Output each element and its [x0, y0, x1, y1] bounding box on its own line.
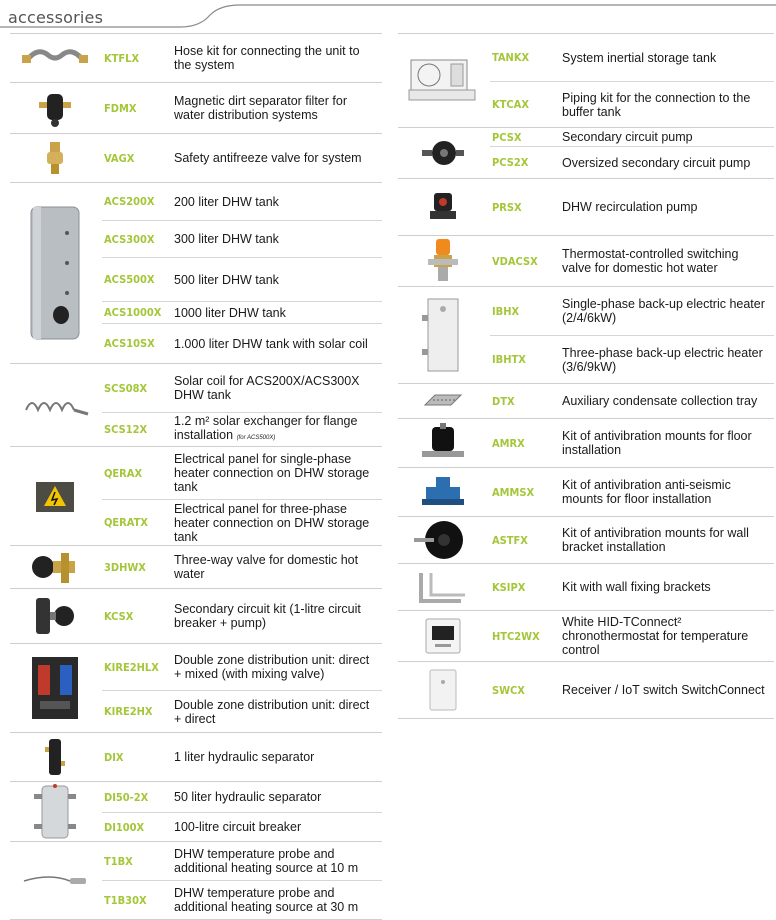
- accessory-description-text: Electrical panel for single-phase heater connection on DHW storage tank: [174, 452, 370, 494]
- chronothermostat-icon: [398, 611, 488, 661]
- accessory-description: [562, 615, 774, 657]
- accessory-row: [490, 611, 774, 661]
- accessory-description-text: Magnetic dirt separator filter for water distribution systems: [174, 94, 347, 122]
- accessory-group: [10, 588, 382, 643]
- dirt-separator-icon: [10, 83, 100, 133]
- temperature-probe-icon: [10, 842, 100, 919]
- thermostatic-valve-icon: [398, 236, 488, 286]
- accessory-description-text: 200 liter DHW tank: [174, 194, 279, 209]
- accessory-description-text: DHW recirculation pump: [562, 200, 698, 214]
- accessory-row: [102, 257, 382, 301]
- accessory-code: IBHTX: [492, 353, 526, 366]
- accessory-description: [562, 580, 774, 594]
- accessory-code: KTCAX: [492, 98, 529, 111]
- accessory-description: [562, 91, 774, 119]
- accessory-group: [398, 516, 774, 563]
- accessory-group: [398, 383, 774, 418]
- hydraulic-separator-icon: [10, 733, 100, 781]
- accessory-row: [102, 34, 382, 82]
- accessory-code: SCS08X: [104, 381, 148, 395]
- accessory-description: [562, 683, 774, 697]
- dhw-tank-icon: [10, 183, 100, 363]
- accessory-group: [10, 182, 382, 363]
- accessory-group: [398, 178, 774, 235]
- accessory-code: IBHX: [492, 304, 520, 318]
- accessory-code: DI50-2X: [104, 790, 149, 804]
- accessory-description: [174, 374, 382, 402]
- accessory-code: KSIPX: [492, 580, 526, 594]
- accessory-description-text: Electrical panel for three-phase heater connection on DHW storage tank: [174, 501, 370, 544]
- accessory-code: AMMSX: [492, 485, 535, 499]
- accessory-description-text: 1.000 liter DHW tank with solar coil: [174, 336, 368, 351]
- accessory-description-text: DHW temperature probe and additional heating source at 10 m: [174, 847, 359, 875]
- accessory-description-text: Safety antifreeze valve for system: [174, 151, 362, 165]
- accessory-group: [10, 643, 382, 732]
- separator-tank-icon: [10, 782, 100, 841]
- accessory-group: [10, 545, 382, 588]
- accessory-description-text: Receiver / IoT switch SwitchConnect: [562, 683, 765, 697]
- accessory-row: [490, 564, 774, 610]
- accessory-code: T1B30X: [104, 893, 147, 907]
- accessory-description-text: DHW temperature probe and additional heating source at 30 m: [174, 886, 359, 914]
- recirculation-pump-icon: [398, 179, 488, 235]
- accessory-description-text: 1.2 m² solar exchanger for flange installation: [174, 414, 358, 442]
- accessory-description: [174, 502, 382, 544]
- accessory-description: [174, 414, 382, 445]
- accessory-row: [102, 546, 382, 588]
- accessory-row: [102, 447, 382, 499]
- accessory-description: [174, 553, 382, 581]
- wall-bracket-icon: [398, 564, 488, 610]
- accessory-code: VDACSX: [492, 254, 538, 268]
- accessory-description: [562, 156, 774, 170]
- accessory-code: QERATX: [104, 516, 148, 529]
- antiseismic-mount-icon: [398, 468, 488, 516]
- accessory-row: [490, 81, 774, 127]
- accessory-group: [398, 286, 774, 383]
- accessory-row: [102, 644, 382, 690]
- accessory-row: [102, 364, 382, 412]
- accessory-description: [174, 273, 382, 287]
- accessory-code: SWCX: [492, 683, 525, 697]
- accessory-code: PRSX: [492, 200, 522, 214]
- accessory-row: [102, 83, 382, 133]
- accessory-code: ACS1000X: [104, 306, 162, 319]
- accessory-row: [102, 690, 382, 732]
- accessory-description-text: Kit of antivibration mounts for wall bracket installation: [562, 526, 749, 554]
- condensate-tray-icon: [398, 384, 488, 418]
- accessory-code: ACS500X: [104, 273, 155, 286]
- accessory-description: [174, 232, 382, 246]
- accessory-row: [490, 128, 774, 146]
- hose-kit-icon: [10, 34, 100, 82]
- accessory-description: [174, 820, 382, 834]
- accessory-description: [174, 44, 382, 72]
- accessory-row: [490, 335, 774, 383]
- accessory-description-text: Oversized secondary circuit pump: [562, 155, 751, 170]
- accessory-description: [174, 151, 382, 165]
- circuit-pump-icon: [398, 128, 488, 178]
- accessory-description-text: 300 liter DHW tank: [174, 232, 279, 246]
- accessory-description: [562, 200, 774, 214]
- accessory-group: [10, 133, 382, 182]
- accessory-description: [174, 337, 382, 351]
- accessory-row: [102, 782, 382, 812]
- accessory-description: [174, 452, 382, 494]
- accessory-description-text: Hose kit for connecting the unit to the system: [174, 44, 360, 72]
- accessory-row: [102, 412, 382, 446]
- accessory-description: [562, 130, 774, 144]
- accessory-group: [10, 446, 382, 545]
- accessory-description-text: Secondary circuit pump: [562, 130, 693, 144]
- accessory-group: [10, 841, 382, 919]
- accessory-group: [398, 33, 774, 127]
- iot-switch-icon: [398, 662, 488, 718]
- antifreeze-valve-icon: [10, 134, 100, 182]
- accessory-description: [562, 51, 774, 65]
- accessory-row: [490, 146, 774, 178]
- accessory-description: [174, 698, 382, 726]
- accessory-code: DI100X: [104, 820, 145, 834]
- accessory-description: [174, 653, 382, 681]
- accessory-description-text: White HID-TConnect² chronothermostat for temperature control: [562, 615, 749, 657]
- accessory-row: [490, 662, 774, 718]
- accessory-description-text: Kit of antivibration anti-seismic mounts for floor installation: [562, 478, 731, 506]
- header-line-graphic: [0, 0, 776, 30]
- accessory-description-text: Single-phase back-up electric heater (2/4/6kW): [562, 297, 765, 325]
- accessory-description: [174, 847, 382, 875]
- accessory-description: [174, 306, 382, 320]
- accessory-code: T1BX: [104, 854, 133, 868]
- accessory-code: ACS10SX: [104, 337, 155, 350]
- left-column: [10, 33, 382, 920]
- accessory-group: [398, 467, 774, 516]
- accessory-row: [102, 589, 382, 643]
- accessory-row: [102, 499, 382, 545]
- accessory-code: DTX: [492, 394, 515, 408]
- electric-heater-icon: [398, 287, 488, 383]
- accessory-description-text: Thermostat-controlled switching valve for domestic hot water: [562, 247, 739, 275]
- right-column: [398, 33, 774, 719]
- accessory-group: [10, 363, 382, 446]
- accessory-row: [102, 733, 382, 781]
- accessory-row: [102, 134, 382, 182]
- accessory-description: [562, 247, 774, 275]
- accessory-description: [174, 886, 382, 914]
- circuit-kit-icon: [10, 589, 100, 643]
- accessory-code: SCS12X: [104, 423, 148, 436]
- accessory-code: KIRE2HX: [104, 705, 153, 718]
- accessory-code: 3DHWX: [104, 560, 146, 574]
- three-way-valve-icon: [10, 546, 100, 588]
- accessory-code: ASTFX: [492, 533, 528, 547]
- antivibration-mount-icon: [398, 419, 488, 467]
- accessory-note: (for ACS500X): [236, 435, 276, 441]
- accessory-description-text: 1000 liter DHW tank: [174, 305, 286, 320]
- accessory-row: [102, 842, 382, 880]
- accessory-row: [102, 183, 382, 220]
- accessory-description-text: 50 liter hydraulic separator: [174, 790, 322, 804]
- accessory-description-text: System inertial storage tank: [562, 50, 717, 65]
- accessory-group: [398, 610, 774, 661]
- accessory-description: [562, 429, 774, 457]
- accessory-code: KCSX: [104, 609, 134, 623]
- distribution-unit-icon: [10, 644, 100, 732]
- accessory-description-text: Kit of antivibration mounts for floor installation: [562, 429, 752, 457]
- accessory-code: KTFLX: [104, 51, 140, 65]
- accessory-row: [490, 384, 774, 418]
- accessory-group: [398, 235, 774, 286]
- accessory-code: FDMX: [104, 101, 137, 115]
- accessory-description: [174, 94, 382, 122]
- accessory-code: ACS200X: [104, 195, 155, 208]
- accessory-description: [562, 478, 774, 506]
- inertial-tank-icon: [398, 34, 488, 127]
- accessory-code: AMRX: [492, 436, 525, 450]
- accessory-row: [102, 880, 382, 919]
- accessory-group: [398, 127, 774, 178]
- accessory-description-text: 100-litre circuit breaker: [174, 820, 302, 834]
- accessory-code: TANKX: [492, 51, 530, 64]
- accessory-description: [174, 750, 382, 764]
- accessory-row: [102, 301, 382, 323]
- accessory-code: DIX: [104, 750, 124, 764]
- accessory-code: QERAX: [104, 466, 143, 480]
- accessory-row: [490, 517, 774, 563]
- wall-mount-icon: [398, 517, 488, 563]
- accessory-description: [562, 526, 774, 554]
- accessory-row: [102, 323, 382, 363]
- accessory-description-text: 500 liter DHW tank: [174, 272, 279, 287]
- accessory-code: KIRE2HLX: [104, 660, 159, 674]
- accessory-group: [398, 661, 774, 718]
- accessory-description-text: Double zone distribution unit: direct + mixed (with mixing valve): [174, 653, 370, 681]
- accessory-group: [398, 563, 774, 610]
- accessory-description: [562, 297, 774, 325]
- accessory-description-text: 1 liter hydraulic separator: [174, 750, 315, 764]
- accessory-code: VAGX: [104, 151, 135, 165]
- accessory-description-text: Secondary circuit kit (1-litre circuit breaker + pump): [174, 602, 361, 630]
- accessory-group: [10, 781, 382, 841]
- accessory-description: [174, 602, 382, 630]
- accessory-description-text: Three-way valve for domestic hot water: [174, 553, 359, 581]
- page-header: [0, 0, 776, 28]
- accessory-description: [562, 346, 774, 374]
- accessory-row: [102, 220, 382, 257]
- solar-coil-icon: [10, 364, 100, 446]
- accessory-code: PCSX: [492, 130, 522, 144]
- accessory-group: [10, 33, 382, 82]
- accessory-row: [490, 468, 774, 516]
- accessory-code: HTC2WX: [492, 629, 540, 643]
- accessory-description: [174, 790, 382, 804]
- accessory-description-text: Double zone distribution unit: direct + direct: [174, 697, 370, 726]
- page-title: accessories: [8, 8, 104, 27]
- accessory-description-text: Kit with wall fixing brackets: [562, 580, 711, 594]
- accessory-row: [490, 287, 774, 335]
- accessory-description-text: Solar coil for ACS200X/ACS300X DHW tank: [174, 374, 360, 402]
- accessory-row: [490, 179, 774, 235]
- accessory-row: [490, 419, 774, 467]
- accessory-description-text: Three-phase back-up electric heater (3/6/9kW): [562, 345, 763, 374]
- accessory-description-text: Piping kit for the connection to the buffer tank: [562, 90, 751, 119]
- accessory-group: [10, 732, 382, 781]
- electrical-panel-icon: [10, 447, 100, 545]
- accessory-code: PCS2X: [492, 156, 529, 169]
- accessory-description: [562, 394, 774, 408]
- accessory-description: [174, 195, 382, 209]
- accessory-group: [398, 418, 774, 467]
- column-end-rule: [398, 718, 774, 719]
- accessory-row: [102, 812, 382, 841]
- accessory-row: [490, 34, 774, 81]
- accessory-description-text: Auxiliary condensate collection tray: [562, 394, 758, 408]
- accessory-row: [490, 236, 774, 286]
- accessory-code: ACS300X: [104, 232, 155, 246]
- accessory-group: [10, 82, 382, 133]
